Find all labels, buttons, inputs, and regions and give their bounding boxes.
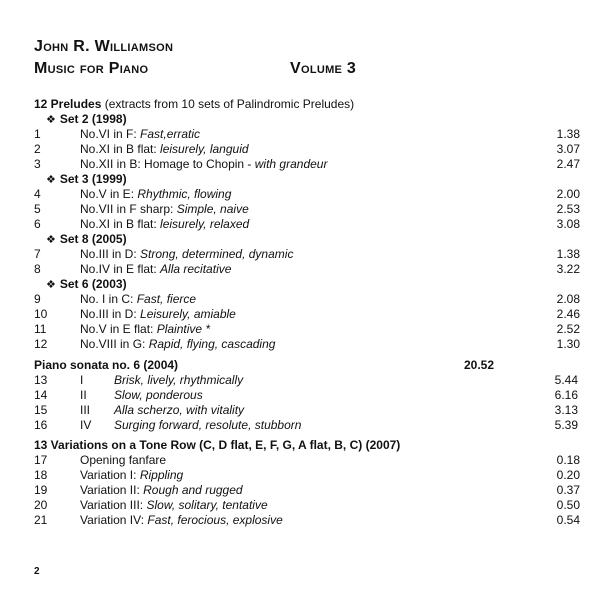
movement-number: II <box>80 388 87 402</box>
track-key: No.XI in B flat: <box>80 217 161 231</box>
movement-description: Alla scherzo, with vitality <box>114 403 245 417</box>
track-duration: 0.37 <box>556 483 580 497</box>
track-number: 18 <box>34 468 48 482</box>
track-duration: 2.47 <box>556 157 580 171</box>
track-duration: 1.38 <box>556 247 580 261</box>
track-number: 20 <box>34 498 48 512</box>
track-row <box>34 187 580 202</box>
track-number: 2 <box>34 142 41 156</box>
page-number: 2 <box>34 566 40 577</box>
set-heading <box>34 112 580 127</box>
variation-tempo: Rough and rugged <box>143 483 243 497</box>
diamond-bullet-icon: ❖ <box>46 234 56 246</box>
movement-number: IV <box>80 418 92 432</box>
movement-description: Slow, ponderous <box>114 388 203 402</box>
sonata-heading <box>34 358 580 373</box>
set-label: Set 2 (1998) <box>59 112 127 126</box>
track-row <box>34 292 580 307</box>
track-tempo: Alla recitative <box>160 262 232 276</box>
track-row <box>34 202 580 217</box>
track-key: No.V in E flat: <box>80 322 157 336</box>
track-number: 9 <box>34 292 41 306</box>
track-description <box>80 262 231 277</box>
track-description <box>80 498 268 513</box>
track-row <box>34 388 580 403</box>
track-row <box>34 142 580 157</box>
track-key: No.VIII in G: <box>80 337 149 351</box>
album-title-line <box>34 58 357 80</box>
track-row <box>34 483 580 498</box>
track-number: 13 <box>34 373 48 387</box>
composer-name: John R. Williamson <box>34 38 174 55</box>
set-label: Set 3 (1999) <box>59 172 127 186</box>
variations-title: 13 Variations on a Tone Row (C, D flat, E, F, G, A flat, B, C) (2007) <box>34 438 401 452</box>
track-duration: 3.22 <box>556 262 580 276</box>
track-duration: 2.52 <box>556 322 580 336</box>
track-description <box>80 307 236 322</box>
track-number: 10 <box>34 307 48 321</box>
track-row <box>34 337 580 352</box>
track-row <box>34 468 580 483</box>
variation-label: Variation III: <box>80 498 147 512</box>
track-number: 19 <box>34 483 48 497</box>
album-title: Music for Piano <box>34 60 149 77</box>
track-duration: 3.08 <box>556 217 580 231</box>
track-number: 1 <box>34 127 41 141</box>
track-number: 15 <box>34 403 48 417</box>
track-number: 12 <box>34 337 48 351</box>
track-key: No.VI in F: <box>80 127 141 141</box>
track-description <box>80 127 200 142</box>
track-duration: 0.18 <box>556 453 580 467</box>
track-tempo: Rhythmic, flowing <box>137 187 232 201</box>
track-number: 14 <box>34 388 48 402</box>
track-description <box>80 202 249 217</box>
track-row <box>34 453 580 468</box>
track-tempo: Strong, determined, dynamic <box>140 247 294 261</box>
diamond-bullet-icon: ❖ <box>46 114 56 126</box>
track-duration: 3.07 <box>556 142 580 156</box>
track-row <box>34 373 580 388</box>
track-tempo: Rapid, flying, cascading <box>148 337 276 351</box>
track-description <box>80 483 243 498</box>
track-description <box>80 157 327 172</box>
track-row <box>34 403 580 418</box>
track-duration: 2.46 <box>556 307 580 321</box>
sonata-movements <box>34 373 580 433</box>
variation-label: Variation II: <box>80 483 144 497</box>
track-key: No.IV in E flat: <box>80 262 161 276</box>
track-duration: 0.20 <box>556 468 580 482</box>
track-number: 7 <box>34 247 41 261</box>
track-row <box>34 247 580 262</box>
track-tempo: Fast,erratic <box>140 127 201 141</box>
track-description <box>80 513 283 528</box>
track-description <box>80 187 231 202</box>
track-description <box>80 247 293 262</box>
track-duration: 2.53 <box>556 202 580 216</box>
track-row <box>34 127 580 142</box>
track-key: No.XI in B flat: <box>80 142 161 156</box>
set-heading <box>34 232 580 247</box>
track-row <box>34 418 580 433</box>
track-tempo: Fast, fierce <box>136 292 197 306</box>
variation-tempo: Rippling <box>139 468 184 482</box>
track-duration: 2.08 <box>556 292 580 306</box>
movement-description: Brisk, lively, rhythmically <box>114 373 244 387</box>
track-tempo: leisurely, languid <box>160 142 249 156</box>
track-duration: 0.54 <box>556 513 580 527</box>
preludes-heading <box>34 97 580 112</box>
track-duration: 2.00 <box>556 187 580 201</box>
track-duration: 3.13 <box>554 403 578 417</box>
track-row <box>34 498 580 513</box>
track-number: 5 <box>34 202 41 216</box>
track-duration: 1.30 <box>556 337 580 351</box>
track-row <box>34 513 580 528</box>
track-description <box>80 468 183 483</box>
track-description <box>80 217 249 232</box>
track-tempo: Simple, naive <box>176 202 249 216</box>
variation-tempo: Fast, ferocious, explosive <box>147 513 283 527</box>
track-key: No.VII in F sharp: <box>80 202 177 216</box>
track-key: No.III in D: <box>80 307 141 321</box>
variation-label: Variation IV: <box>80 513 148 527</box>
track-duration: 5.39 <box>554 418 578 432</box>
variation-tempo: Slow, solitary, tentative <box>146 498 268 512</box>
movement-number: I <box>80 373 84 387</box>
track-number: 17 <box>34 453 48 467</box>
variation-label: Variation I: <box>80 468 140 482</box>
track-tempo: leisurely, relaxed <box>160 217 250 231</box>
preludes-subtitle: (extracts from 10 sets of Palindromic Preludes) <box>104 97 355 111</box>
track-number: 6 <box>34 217 41 231</box>
diamond-bullet-icon: ❖ <box>46 279 56 291</box>
sonata-title: Piano sonata no. 6 (2004) <box>34 358 179 372</box>
track-key: No.III in D: <box>80 247 141 261</box>
variations-heading <box>34 438 580 453</box>
track-number: 3 <box>34 157 41 171</box>
track-key: No.V in E: <box>80 187 138 201</box>
track-number: 8 <box>34 262 41 276</box>
sonata-total-duration: 20.52 <box>464 358 495 372</box>
track-description <box>80 453 166 468</box>
track-row <box>34 322 580 337</box>
track-tempo: Leisurely, amiable <box>140 307 236 321</box>
variation-tracks <box>34 453 580 528</box>
set-label: Set 6 (2003) <box>59 277 127 291</box>
track-row <box>34 307 580 322</box>
track-duration: 0.50 <box>556 498 580 512</box>
track-duration: 6.16 <box>554 388 578 402</box>
diamond-bullet-icon: ❖ <box>46 174 56 186</box>
track-number: 21 <box>34 513 48 527</box>
prelude-sets <box>34 112 580 352</box>
track-tempo: with grandeur <box>254 157 328 171</box>
movement-number: III <box>80 403 91 417</box>
volume-label: Volume 3 <box>290 60 357 77</box>
track-key: No.XII in B: Homage to Chopin - <box>80 157 255 171</box>
track-row <box>34 157 580 172</box>
track-description <box>80 142 249 157</box>
movement-description: Surging forward, resolute, stubborn <box>114 418 302 432</box>
track-description <box>80 337 275 352</box>
track-duration: 1.38 <box>556 127 580 141</box>
track-listing <box>34 97 580 528</box>
set-label: Set 8 (2005) <box>59 232 127 246</box>
preludes-title: 12 Preludes <box>34 97 102 111</box>
track-number: 11 <box>34 322 47 336</box>
track-row <box>34 262 580 277</box>
track-number: 16 <box>34 418 48 432</box>
track-key: No. I in C: <box>80 292 137 306</box>
track-description <box>80 322 210 337</box>
set-heading <box>34 172 580 187</box>
track-number: 4 <box>34 187 41 201</box>
track-row <box>34 217 580 232</box>
track-tempo: Plaintive * <box>156 322 211 336</box>
set-heading <box>34 277 580 292</box>
header <box>34 36 357 80</box>
track-duration: 5.44 <box>554 373 578 387</box>
variation-label: Opening fanfare <box>80 453 167 467</box>
track-description <box>80 292 196 307</box>
